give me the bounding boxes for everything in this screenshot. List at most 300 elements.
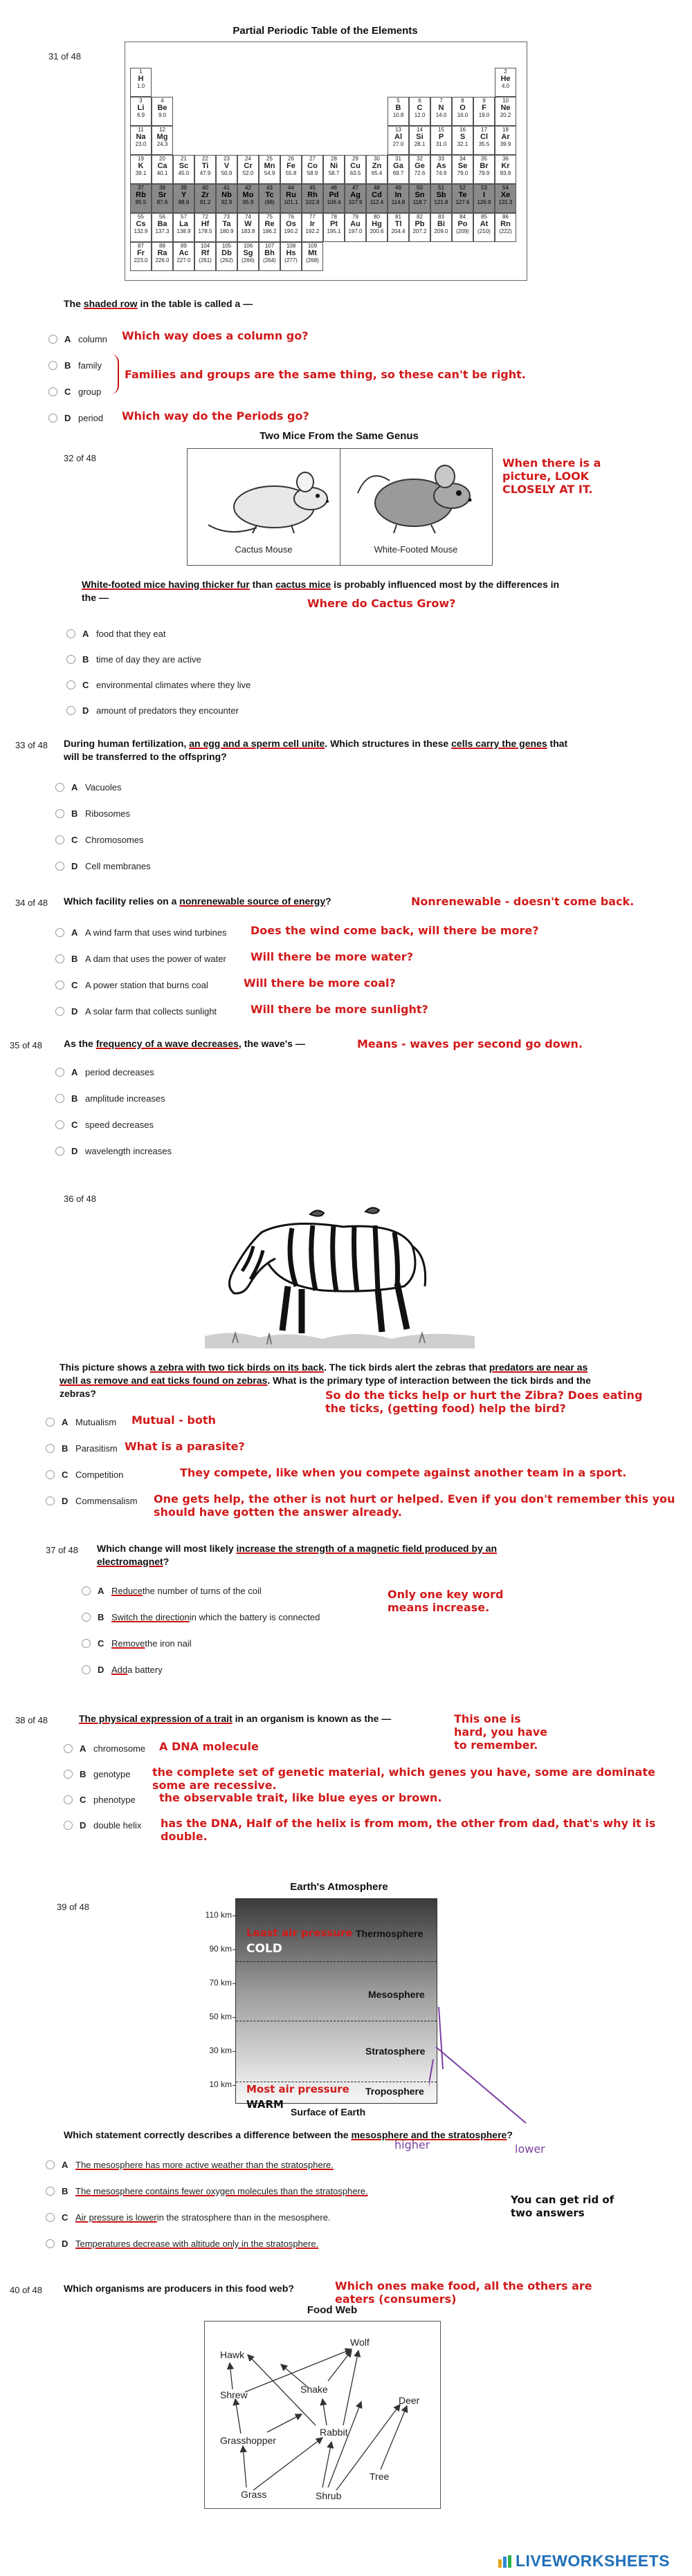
element-cell: 9 F 19.0: [473, 97, 495, 126]
food-web-title: Food Web: [307, 2304, 358, 2316]
radio-button[interactable]: [46, 2187, 55, 2196]
choice-letter: C: [80, 1794, 86, 1805]
wolf-node: Wolf: [350, 2337, 370, 2348]
element-cell: 43 Tc (98): [259, 184, 280, 213]
choice-text: family: [78, 360, 102, 371]
choice-text: Ribosomes: [85, 808, 131, 819]
choice-text: The mesosphere has more active weather than the stratosphere.: [75, 2159, 334, 2170]
warm-label: WARM: [246, 2098, 284, 2111]
element-cell: 19 K 39.1: [130, 155, 152, 184]
logo-icon: [498, 2555, 512, 2568]
answer-choice[interactable]: [48, 358, 102, 372]
answer-choice[interactable]: [64, 1767, 131, 1781]
radio-button[interactable]: [55, 1007, 64, 1016]
radio-button[interactable]: [64, 1821, 73, 1830]
choice-text: period decreases: [85, 1066, 154, 1077]
answer-choice[interactable]: [55, 978, 208, 992]
deer-node: Deer: [399, 2395, 420, 2406]
question-number: 39 of 48: [57, 1902, 89, 1912]
choice-letter: A: [82, 628, 89, 639]
radio-button[interactable]: [66, 629, 75, 638]
answer-choice[interactable]: [66, 652, 201, 666]
element-cell: 41 Nb 92.9: [216, 184, 237, 213]
answer-choice[interactable]: [55, 1118, 154, 1131]
answer-choice[interactable]: [55, 780, 122, 794]
element-cell: 7 N 14.0: [430, 97, 452, 126]
element-cell: 108 Hs (277): [280, 242, 302, 271]
annotation-note: Which way do the Periods go?: [122, 409, 309, 423]
choice-letter: C: [82, 679, 89, 690]
choice-letter: B: [71, 953, 78, 964]
answer-choice[interactable]: [64, 1818, 141, 1832]
radio-button[interactable]: [46, 1470, 55, 1479]
radio-button[interactable]: [55, 1068, 64, 1077]
element-cell: 36 Kr 83.8: [495, 155, 516, 184]
radio-button[interactable]: [55, 981, 64, 990]
question-number: 35 of 48: [10, 1040, 42, 1050]
question-number: 33 of 48: [15, 740, 48, 750]
element-cell: 40 Zr 91.2: [194, 184, 216, 213]
choice-letter: A: [71, 927, 78, 938]
answer-choice[interactable]: [64, 1741, 145, 1755]
choice-text: the iron nail: [145, 1638, 192, 1649]
element-cell: 56 Ba 137.3: [152, 213, 173, 242]
choice-letter: C: [71, 979, 78, 990]
answer-choice[interactable]: [46, 1494, 138, 1508]
element-cell: 75 Re 186.2: [259, 213, 280, 242]
altitude-tick-label: 110 km: [205, 1909, 232, 1920]
choice-letter: D: [80, 1819, 86, 1831]
radio-button[interactable]: [48, 361, 57, 370]
choice-text: A solar farm that collects sunlight: [85, 1006, 217, 1017]
annotation-note: What is a parasite?: [125, 1440, 245, 1453]
element-cell: 84 Po (209): [452, 213, 473, 242]
answer-choice[interactable]: [46, 1441, 118, 1455]
question-stem: This picture shows a zebra with two tick birds on its back. The tick birds alert the zebras that predators are near as well as remove and eat ticks found on zebras. What is the primary type of interaction between the tick birds and the zebras?: [60, 1362, 591, 1399]
element-cell: 6 C 12.0: [409, 97, 430, 126]
element-cell: 31 Ga 69.7: [388, 155, 409, 184]
choice-letter: D: [82, 705, 89, 716]
annotation-note: the observable trait, like blue eyes or brown.: [159, 1791, 442, 1804]
choice-letter: A: [98, 1585, 104, 1596]
question-number: 38 of 48: [15, 1715, 48, 1725]
choice-letter: D: [62, 2238, 69, 2249]
element-cell: 52 Te 127.6: [452, 184, 473, 213]
element-cell: 81 Tl 204.4: [388, 213, 409, 242]
element-cell: 13 Al 27.0: [388, 126, 409, 155]
question-stem: Which change will most likely increase the strength of a magnetic field produced by an electromagnet?: [97, 1543, 498, 1567]
altitude-tick-label: 70 km: [209, 1977, 232, 1987]
element-cell: 14 Si 28.1: [409, 126, 430, 155]
choice-letter: B: [64, 360, 71, 371]
annotation-note: Most air pressure: [246, 2083, 349, 2095]
cactus-mouse-image: [201, 456, 333, 539]
element-cell: 5 B 10.8: [388, 97, 409, 126]
choice-letter: C: [62, 1469, 69, 1480]
question-number: 34 of 48: [15, 898, 48, 908]
cold-label: COLD: [246, 1942, 282, 1956]
annotation-note: Which way does a column go?: [122, 329, 309, 342]
choice-letter: D: [98, 1664, 104, 1675]
answer-choice[interactable]: [82, 1584, 262, 1597]
choice-text: the number of turns of the coil: [142, 1585, 262, 1596]
question-number: 37 of 48: [46, 1545, 78, 1555]
annotation-note: When there is a picture, LOOK CLOSELY AT IT.: [502, 456, 601, 496]
choice-text: chromosome: [93, 1743, 146, 1754]
periodic-table-title: Partial Periodic Table of the Elements: [233, 25, 418, 37]
element-cell: 89 Ac 227.0: [173, 242, 194, 271]
element-cell: 4 Be 9.0: [152, 97, 173, 126]
altitude-tick-label: 90 km: [209, 1943, 232, 1954]
element-cell: 42 Mo 95.9: [237, 184, 259, 213]
choice-text: wavelength increases: [85, 1145, 172, 1156]
element-cell: 77 Ir 192.2: [302, 213, 323, 242]
radio-button[interactable]: [46, 2239, 55, 2248]
thermosphere-label: Thermosphere: [356, 1928, 424, 1939]
question-stem: White-footed mice having thicker fur than cactus mice is probably influenced most by the differences in the —: [82, 579, 560, 603]
shrub-node: Shrub: [316, 2490, 342, 2501]
element-cell: 24 Cr 52.0: [237, 155, 259, 184]
answer-choice[interactable]: [46, 2236, 318, 2250]
annotation-note: So do the ticks help or hurt the Zibra? Does eating the ticks, (getting food) help the bird?: [325, 1389, 643, 1415]
mice-figure-title: Two Mice From the Same Genus: [260, 430, 419, 442]
element-cell: 29 Cu 63.5: [345, 155, 366, 184]
choice-letter: C: [98, 1638, 104, 1649]
grasshopper-node: Grasshopper: [220, 2435, 276, 2446]
radio-button[interactable]: [46, 1418, 55, 1427]
answer-choice[interactable]: [82, 1662, 163, 1676]
choice-text: environmental climates where they live: [96, 679, 251, 690]
mice-figure: [187, 448, 493, 566]
choice-text: time of day they are active: [96, 654, 201, 665]
question-number: 40 of 48: [10, 2285, 42, 2295]
element-cell: 105 Db (262): [216, 242, 237, 271]
choice-letter: A: [71, 781, 78, 793]
liveworksheets-logo: [498, 2552, 670, 2570]
choice-text: Vacuoles: [85, 781, 122, 793]
choice-text: a battery: [127, 1664, 163, 1675]
element-cell: 32 Ge 72.6: [409, 155, 430, 184]
radio-button[interactable]: [55, 835, 64, 844]
radio-button[interactable]: [66, 680, 75, 689]
element-cell: 17 Cl 35.5: [473, 126, 495, 155]
annotation-note: Will there be more water?: [251, 950, 413, 963]
question-stem: The physical expression of a trait in an organism is known as the —: [79, 1713, 392, 1724]
element-cell: 18 Ar 39.9: [495, 126, 516, 155]
element-cell: 35 Br 79.9: [473, 155, 495, 184]
element-cell: 79 Au 197.0: [345, 213, 366, 242]
element-cell: 51 Sb 121.8: [430, 184, 452, 213]
choice-keyword: Add: [111, 1664, 128, 1675]
element-cell: 10 Ne 20.2: [495, 97, 516, 126]
choice-text: A dam that uses the power of water: [85, 953, 226, 964]
element-cell: 27 Co 58.9: [302, 155, 323, 184]
element-cell: 82 Pb 207.2: [409, 213, 430, 242]
annotation-note: Nonrenewable - doesn't come back.: [411, 895, 635, 908]
choice-text: genotype: [93, 1768, 131, 1779]
annotation-note: Will there be more sunlight?: [251, 1003, 428, 1016]
element-cell: 55 Cs 132.9: [130, 213, 152, 242]
annotation-note: You can get rid of two answers: [511, 2194, 614, 2219]
answer-choice[interactable]: [55, 925, 227, 939]
annotation-note: They compete, like when you compete against another team in a sport.: [180, 1466, 627, 1479]
choice-text: Competition: [75, 1469, 124, 1480]
stratosphere-label: Stratosphere: [365, 2046, 426, 2057]
answer-choice[interactable]: [66, 703, 239, 717]
annotation-note: This one is hard, you have to remember.: [454, 1712, 548, 1752]
choice-keyword: Remove: [111, 1638, 145, 1649]
question-stem: The shaded row in the table is called a —: [64, 298, 253, 309]
choice-keyword: Reduce: [111, 1585, 143, 1596]
radio-button[interactable]: [55, 1120, 64, 1129]
element-cell: 45 Rh 102.9: [302, 184, 323, 213]
radio-button[interactable]: [66, 655, 75, 664]
answer-choice[interactable]: [48, 411, 103, 425]
element-cell: 49 In 114.8: [388, 184, 409, 213]
answer-choice[interactable]: [82, 1610, 320, 1624]
radio-button[interactable]: [55, 928, 64, 937]
radio-button[interactable]: [64, 1795, 73, 1804]
answer-choice[interactable]: [48, 384, 101, 398]
element-cell: 88 Ra 226.0: [152, 242, 173, 271]
element-cell: 78 Pt 195.1: [323, 213, 345, 242]
white-footed-mouse-label: White-Footed Mouse: [374, 544, 458, 555]
choice-text: in which the battery is connected: [189, 1611, 320, 1622]
element-cell: 87 Fr 223.0: [130, 242, 152, 271]
element-cell: 22 Ti 47.9: [194, 155, 216, 184]
radio-button[interactable]: [48, 414, 57, 423]
radio-button[interactable]: [82, 1586, 91, 1595]
annotation-note: Will there be more coal?: [244, 976, 396, 990]
annotation-note: Does the wind come back, will there be more?: [251, 924, 539, 937]
annotation-note: Only one key word means increase.: [388, 1588, 504, 1614]
answer-choice[interactable]: [46, 2210, 331, 2224]
element-cell: 26 Fe 55.8: [280, 155, 302, 184]
answer-choice[interactable]: [46, 1415, 116, 1429]
choice-letter: A: [64, 333, 71, 344]
choice-letter: A: [80, 1743, 86, 1754]
element-cell: 104 Rf (261): [194, 242, 216, 271]
element-cell: 47 Ag 107.9: [345, 184, 366, 213]
radio-button[interactable]: [82, 1613, 91, 1622]
choice-text: Parasitism: [75, 1443, 118, 1454]
question-stem: Which facility relies on a nonrenewable source of energy?: [64, 896, 331, 907]
white-footed-mouse-image: [348, 453, 486, 539]
altitude-tick-label: 10 km: [209, 2079, 232, 2090]
choice-text: column: [78, 333, 107, 344]
annotation-arrows: [429, 2005, 554, 2130]
element-cell: 73 Ta 180.9: [216, 213, 237, 242]
radio-button[interactable]: [64, 1744, 73, 1753]
element-cell: 53 I 126.9: [473, 184, 495, 213]
choice-text: Mutualism: [75, 1416, 117, 1427]
element-cell: 106 Sg (266): [237, 242, 259, 271]
choice-text: food that they eat: [96, 628, 166, 639]
element-cell: 109 Mt (268): [302, 242, 323, 271]
radio-button[interactable]: [46, 1497, 55, 1505]
element-cell: 50 Sn 118.7: [409, 184, 430, 213]
annotation-note: One gets help, the other is not hurt or helped. Even if you don't remember this you should have gotten the answer already.: [154, 1492, 675, 1519]
choice-letter: C: [62, 2212, 69, 2223]
choice-letter: D: [62, 1495, 69, 1506]
radio-button[interactable]: [55, 1147, 64, 1156]
radio-button[interactable]: [64, 1770, 73, 1779]
element-cell: 15 P 31.0: [430, 126, 452, 155]
choice-letter: B: [71, 808, 78, 819]
annotation-note: Mutual - both: [131, 1414, 216, 1427]
answer-choice[interactable]: [64, 1792, 136, 1806]
question-stem: Which organisms are producers in this food web?: [64, 2283, 294, 2294]
answer-choice[interactable]: [55, 1091, 165, 1105]
element-cell: 21 Sc 45.0: [173, 155, 194, 184]
choice-letter: B: [98, 1611, 104, 1622]
choice-letter: A: [62, 2159, 69, 2170]
element-cell: 80 Hg 200.6: [366, 213, 388, 242]
choice-letter: B: [62, 2185, 69, 2196]
choice-text: amplitude increases: [85, 1093, 165, 1104]
element-cell: 76 Os 190.2: [280, 213, 302, 242]
choice-text: amount of predators they encounter: [96, 705, 239, 716]
element-cell: 72 Hf 178.5: [194, 213, 216, 242]
element-cell: 37 Rb 85.5: [130, 184, 152, 213]
radio-button[interactable]: [46, 2213, 55, 2222]
element-cell: 107 Bh (264): [259, 242, 280, 271]
radio-button[interactable]: [66, 706, 75, 715]
tree-node: Tree: [370, 2471, 390, 2482]
mesosphere-label: Mesosphere: [368, 1989, 425, 2000]
choice-text: period: [78, 412, 104, 423]
element-cell: 23 V 50.9: [216, 155, 237, 184]
annotation-note: Families and groups are the same thing, so these can't be right.: [125, 368, 526, 381]
choice-letter: C: [71, 834, 78, 845]
shrew-node: Shrew: [220, 2389, 248, 2400]
food-web-diagram: [204, 2321, 441, 2509]
answer-choice[interactable]: [55, 806, 130, 820]
radio-button[interactable]: [48, 335, 57, 344]
question-number: 36 of 48: [64, 1194, 96, 1204]
answer-choice[interactable]: [55, 833, 144, 846]
choice-text: Chromosomes: [85, 834, 144, 845]
troposphere-label: Troposphere: [365, 2086, 424, 2097]
answer-choice[interactable]: [46, 2158, 334, 2171]
radio-button[interactable]: [55, 783, 64, 792]
question-stem: Which statement correctly describes a difference between the mesosphere and the stratosphere?: [64, 2129, 513, 2140]
element-cell: 3 Li 6.9: [130, 97, 152, 126]
brace: [111, 354, 119, 394]
element-cell: 38 Sr 87.6: [152, 184, 173, 213]
choice-text: Temperatures decrease with altitude only in the stratosphere.: [75, 2238, 319, 2249]
annotation-note: A DNA molecule: [159, 1740, 259, 1753]
element-cell: 39 Y 88.9: [173, 184, 194, 213]
choice-text: A wind farm that uses wind turbines: [85, 927, 227, 938]
choice-letter: A: [62, 1416, 69, 1427]
element-cell: 2 He 4.0: [495, 68, 516, 97]
choice-letter: C: [64, 386, 71, 397]
element-cell: 1 H 1.0: [130, 68, 152, 97]
element-cell: 74 W 183.8: [237, 213, 259, 242]
brand-text: LIVEWORKSHEETS: [516, 2552, 670, 2570]
answer-choice[interactable]: [66, 627, 165, 640]
choice-letter: A: [71, 1066, 78, 1077]
element-cell: 34 Se 79.0: [452, 155, 473, 184]
radio-button[interactable]: [48, 387, 57, 396]
radio-button[interactable]: [55, 862, 64, 871]
element-cell: 48 Cd 112.4: [366, 184, 388, 213]
choice-text: group: [78, 386, 102, 397]
answer-choice[interactable]: [55, 859, 151, 873]
atmosphere-title: Earth's Atmosphere: [290, 1881, 388, 1893]
radio-button[interactable]: [82, 1639, 91, 1648]
element-cell: 12 Mg 24.3: [152, 126, 173, 155]
element-cell: 20 Ca 40.1: [152, 155, 173, 184]
answer-choice[interactable]: [55, 952, 226, 965]
choice-letter: B: [71, 1093, 78, 1104]
question-stem: As the frequency of a wave decreases, the wave's —: [64, 1038, 305, 1049]
radio-button[interactable]: [82, 1665, 91, 1674]
radio-button[interactable]: [55, 809, 64, 818]
annotation-note: has the DNA, Half of the helix is from mom, the other from dad, that's why it is double.: [161, 1817, 656, 1843]
element-cell: 57 La 138.9: [173, 213, 194, 242]
element-cell: 83 Bi 209.0: [430, 213, 452, 242]
question-stem: During human fertilization, an egg and a sperm cell unite. Which structures in these cells carry the genes that will be transferred to the offspring?: [64, 738, 568, 762]
annotation-note: Least air pressure: [246, 1927, 353, 1939]
answer-choice[interactable]: [55, 1065, 154, 1079]
answer-choice[interactable]: [66, 678, 251, 692]
periodic-table: [130, 68, 518, 271]
answer-choice[interactable]: [55, 1004, 217, 1018]
choice-keyword: Air pressure is lower: [75, 2212, 157, 2223]
element-cell: 25 Mn 54.9: [259, 155, 280, 184]
snake-node: Snake: [300, 2384, 328, 2395]
element-cell: 54 Xe 131.3: [495, 184, 516, 213]
element-cell: 85 At (210): [473, 213, 495, 242]
radio-button[interactable]: [55, 1094, 64, 1103]
higher-label: higher: [394, 2138, 430, 2151]
annotation-note: Where do Cactus Grow?: [307, 597, 456, 610]
choice-text: in the stratosphere than in the mesosphere.: [156, 2212, 331, 2223]
choice-letter: D: [71, 1145, 78, 1156]
element-cell: 44 Ru 101.1: [280, 184, 302, 213]
radio-button[interactable]: [55, 954, 64, 963]
annotation-note: Which ones make food, all the others are eaters (consumers): [335, 2279, 592, 2306]
choice-text: double helix: [93, 1819, 142, 1831]
answer-choice[interactable]: [55, 1144, 172, 1158]
element-cell: 16 S 32.1: [452, 126, 473, 155]
answer-choice[interactable]: [46, 2184, 368, 2198]
radio-button[interactable]: [46, 1444, 55, 1453]
element-cell: 11 Na 23.0: [130, 126, 152, 155]
choice-text: phenotype: [93, 1794, 136, 1805]
answer-choice[interactable]: [48, 332, 107, 346]
choice-letter: B: [80, 1768, 86, 1779]
altitude-tick-label: 30 km: [209, 2046, 232, 2056]
choice-keyword: Switch the direction: [111, 1611, 190, 1622]
radio-button[interactable]: [46, 2160, 55, 2169]
question-number: 32 of 48: [64, 453, 96, 463]
element-cell: 33 As 74.9: [430, 155, 452, 184]
choice-text: speed decreases: [85, 1119, 154, 1130]
element-cell: 46 Pd 106.4: [323, 184, 345, 213]
answer-choice[interactable]: [46, 1467, 123, 1481]
choice-letter: D: [71, 1006, 78, 1017]
choice-letter: D: [71, 860, 78, 871]
element-cell: 28 Ni 58.7: [323, 155, 345, 184]
answer-choice[interactable]: [82, 1636, 192, 1650]
choice-text: Commensalism: [75, 1495, 138, 1506]
choice-text: Cell membranes: [85, 860, 151, 871]
altitude-tick-label: 50 km: [209, 2012, 232, 2022]
surface-label: Surface of Earth: [291, 2106, 366, 2118]
